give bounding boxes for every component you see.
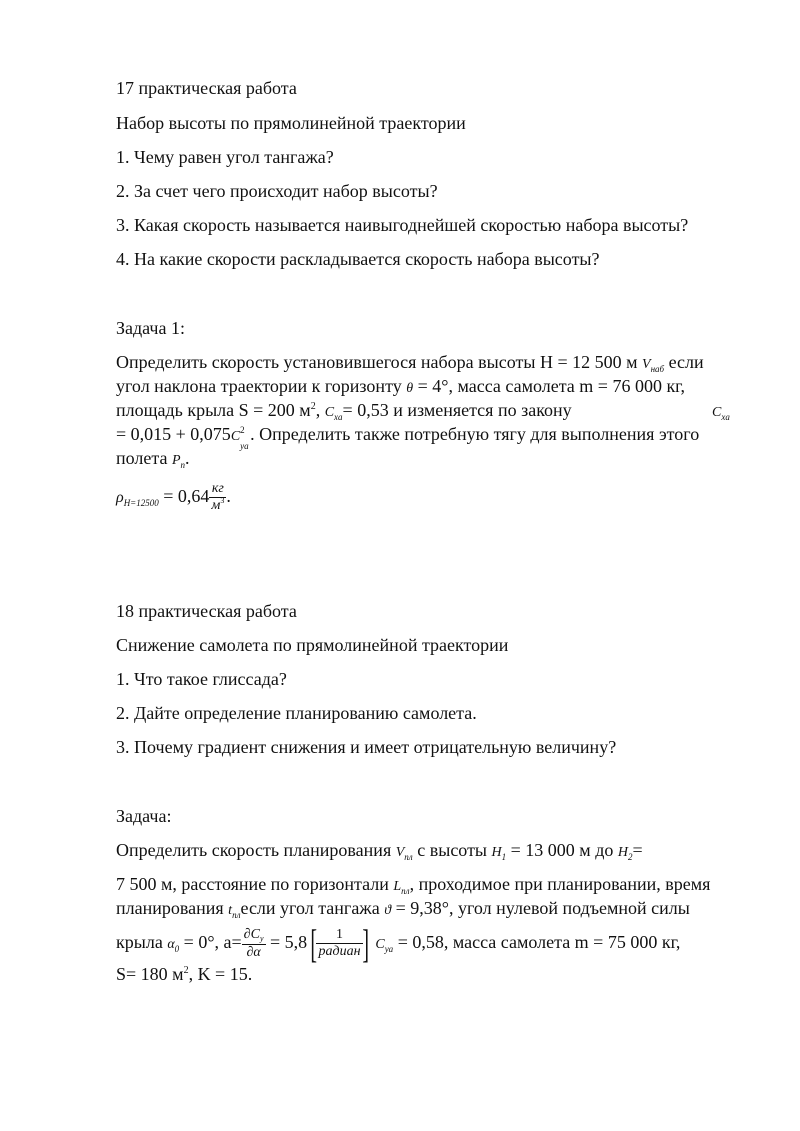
section1-task-line-4 (116, 422, 699, 449)
text: = 13 000 м до (506, 840, 618, 860)
cya-superscript: 2 (240, 425, 245, 435)
l-symbol: L (393, 879, 402, 894)
h2-subscript: 2 (627, 852, 633, 862)
rho-denominator (209, 497, 226, 515)
t-subscript: пл (232, 910, 241, 920)
section2-task-line-3 (116, 896, 690, 923)
section1-density-formula (116, 478, 231, 517)
pitch-symbol: ϑ (384, 903, 392, 918)
text: если (664, 352, 704, 372)
superscript: 2 (310, 401, 316, 412)
section1-question-3: 3. Какая скорость называется наивыгоднейшей скоростью набора высоты? (116, 215, 689, 235)
rho-den-text: м (211, 497, 221, 513)
theta-symbol: θ (406, 381, 414, 396)
v-subscript: наб (650, 364, 665, 374)
rho-fraction (209, 481, 226, 515)
cya-symbol: C (371, 937, 385, 952)
cxa-symbol-right (712, 398, 730, 425)
derivative-denominator: ∂α (242, 944, 266, 961)
text: = 0,53 и изменяется по закону (342, 400, 572, 420)
t-symbol: t (228, 903, 233, 918)
section1-question-4: 4. На какие скорости раскладывается скорость набора высоты? (116, 249, 600, 269)
text: планирования (116, 898, 229, 918)
p-symbol: P (171, 453, 181, 468)
section2-question-2: 2. Дайте определение планированию самолета. (116, 703, 477, 723)
rho-numerator: кг (211, 480, 224, 496)
alpha-symbol: α (167, 937, 175, 952)
section1-task-line-1 (116, 350, 704, 377)
text: = 0,58, масса самолета m = 75 000 кг, (393, 932, 681, 952)
left-bracket: [ (310, 920, 318, 966)
right-bracket: ] (361, 920, 369, 966)
cya-subscript: ya (384, 944, 394, 954)
superscript: 2 (183, 965, 189, 976)
section2-question-1: 1. Что такое глиссада? (116, 669, 287, 689)
cxa-symbol: C (324, 405, 335, 420)
section1-task-line-2 (116, 374, 685, 401)
rho-symbol: ρ (116, 489, 124, 506)
p-subscript: п (180, 460, 186, 470)
c-letter: C (712, 405, 722, 420)
section1-title: 17 практическая работа (116, 78, 297, 98)
radian-numerator: 1 (336, 927, 343, 943)
section2-title: 18 практическая работа (116, 601, 297, 621)
text: угол наклона траектории к горизонту (116, 376, 407, 396)
text: , K = 15. (188, 964, 253, 984)
section2-task-line-5 (116, 962, 252, 990)
c-subscript: xa (721, 412, 730, 422)
text: = 4°, масса самолета m = 76 000 кг, (413, 376, 686, 396)
text: = 0°, a= (179, 932, 242, 952)
text: , (315, 400, 325, 420)
cya-symbol: C (230, 429, 241, 444)
alpha-subscript: 0 (174, 944, 180, 954)
text: . Определить также потребную тягу для выполнения этого (250, 424, 700, 444)
section2-task-line-1 (116, 838, 643, 865)
text: = 0,015 + 0,075 (116, 424, 231, 444)
text: 7 500 м, расстояние по горизонтали (116, 874, 394, 894)
text: = 5,8 (265, 932, 308, 952)
h1-subscript: 1 (501, 852, 507, 862)
section1-question-2: 2. За счет чего происходит набор высоты? (116, 181, 438, 201)
text: если угол тангажа (240, 898, 385, 918)
v-subscript: пл (404, 852, 413, 862)
text: полета (116, 448, 172, 468)
h1-symbol: H (491, 845, 502, 860)
cya-subscript: ya (240, 441, 249, 451)
v-symbol: V (395, 845, 405, 860)
text: Определить скорость установившегося набора высоты H = 12 500 м (116, 352, 642, 372)
text: , проходимое при планировании, время (409, 874, 711, 894)
text: . (185, 448, 190, 468)
rho-subscript: H=12500 (123, 498, 159, 508)
text: = (632, 840, 643, 860)
num-text: ∂C (243, 926, 260, 942)
v-symbol: V (642, 357, 651, 372)
text: = 9,38°, угол нулевой подъемной силы (391, 898, 690, 918)
rho-value: = 0,64 (158, 486, 210, 506)
section2-topic: Снижение самолета по прямолинейной траектории (116, 635, 509, 655)
l-subscript: пл (401, 886, 410, 896)
rho-end: . (226, 486, 231, 506)
text: площадь крыла S = 200 м (116, 400, 311, 420)
cya-indices (240, 425, 250, 451)
text: крыла (116, 932, 168, 952)
text: с высоты (412, 840, 492, 860)
section1-task-label: Задача 1: (116, 318, 185, 338)
h2-symbol: H (617, 845, 628, 860)
num-subscript: y (259, 933, 264, 943)
section1-task-line-5 (116, 446, 190, 473)
section1-question-1: 1. Чему равен угол тангажа? (116, 147, 334, 167)
text: Определить скорость планирования (116, 840, 396, 860)
section2-task-line-2 (116, 872, 710, 899)
section2-task-label: Задача: (116, 806, 172, 826)
section2-task-line-4 (116, 922, 680, 965)
section1-topic: Набор высоты по прямолинейной траектории (116, 113, 466, 133)
cxa-subscript: xa (334, 412, 343, 422)
rho-den-superscript: 3 (220, 495, 225, 505)
radian-fraction (316, 927, 362, 960)
text: S= 180 м (116, 964, 184, 984)
derivative-numerator (242, 927, 266, 944)
radian-denominator: радиан (318, 944, 361, 960)
section2-question-3: 3. Почему градиент снижения и имеет отрицательную величину? (116, 737, 617, 757)
derivative-fraction (242, 927, 266, 961)
